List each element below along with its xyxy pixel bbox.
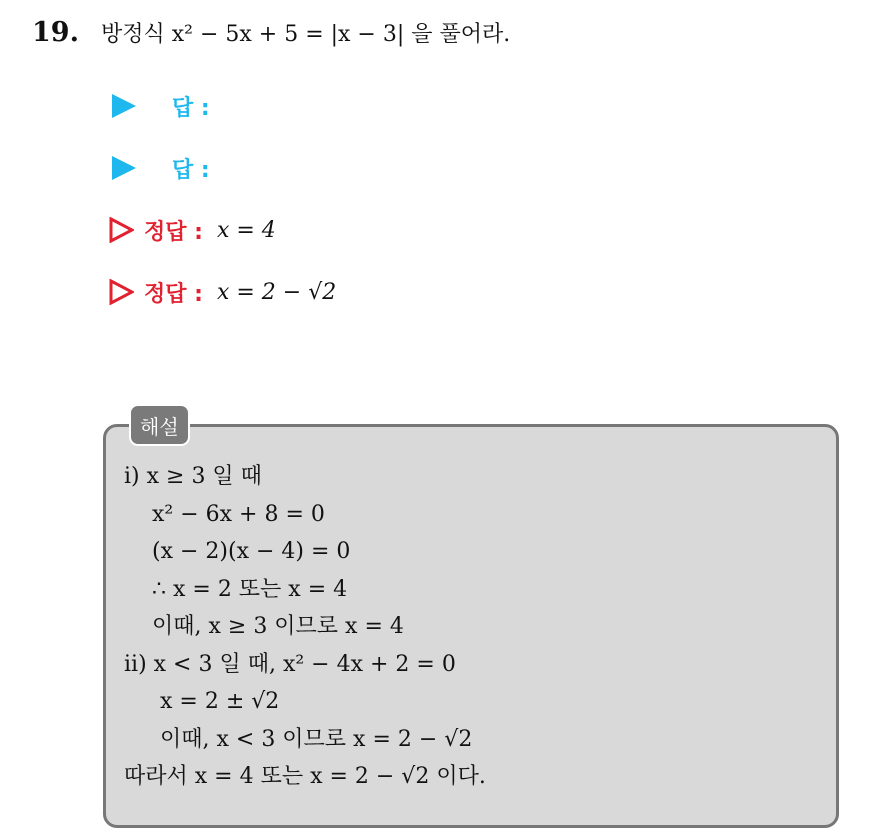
solution-line: 이때, x ≥ 3 이므로 x = 4: [152, 614, 404, 639]
question-number: 19.: [32, 16, 79, 48]
correct-answer-label: 정답 :: [144, 219, 203, 245]
answer-blank-row-1: [108, 89, 210, 123]
play-triangle-icon: [112, 156, 136, 180]
question-text: 방정식 x² − 5x + 5 = |x − 3| 을 풀어라.: [100, 21, 511, 47]
correct-answer-row-2: [108, 275, 336, 309]
solution-line: 이때, x < 3 이므로 x = 2 − √2: [160, 726, 473, 752]
solution-line: x² − 6x + 8 = 0: [152, 501, 325, 527]
solution-line: ii) x < 3 일 때, x² − 4x + 2 = 0: [124, 651, 456, 677]
solution-line: 따라서 x = 4 또는 x = 2 − √2 이다.: [124, 764, 486, 789]
outline-triangle-icon: [108, 279, 134, 305]
outline-triangle-icon: [108, 217, 134, 243]
correct-answer-value: x = 4: [216, 217, 276, 243]
correct-answer-value: x = 2 − √2: [216, 279, 337, 305]
answer-blank-label: 답 :: [172, 95, 210, 121]
correct-answer-row-1: [108, 213, 276, 247]
answer-blank-label: 답 :: [172, 157, 210, 183]
solution-lines: [124, 458, 486, 796]
answer-blank-row-2: [108, 151, 210, 185]
solution-line: ∴ x = 2 또는 x = 4: [152, 576, 348, 602]
solution-line: i) x ≥ 3 일 때: [124, 464, 262, 489]
play-triangle-icon: [112, 94, 136, 118]
question-header: [32, 14, 510, 50]
solution-line: (x − 2)(x − 4) = 0: [152, 539, 351, 564]
solution-line: x = 2 ± √2: [160, 689, 280, 714]
solution-tab: 해설: [129, 404, 190, 446]
correct-answer-label: 정답 :: [144, 281, 203, 307]
